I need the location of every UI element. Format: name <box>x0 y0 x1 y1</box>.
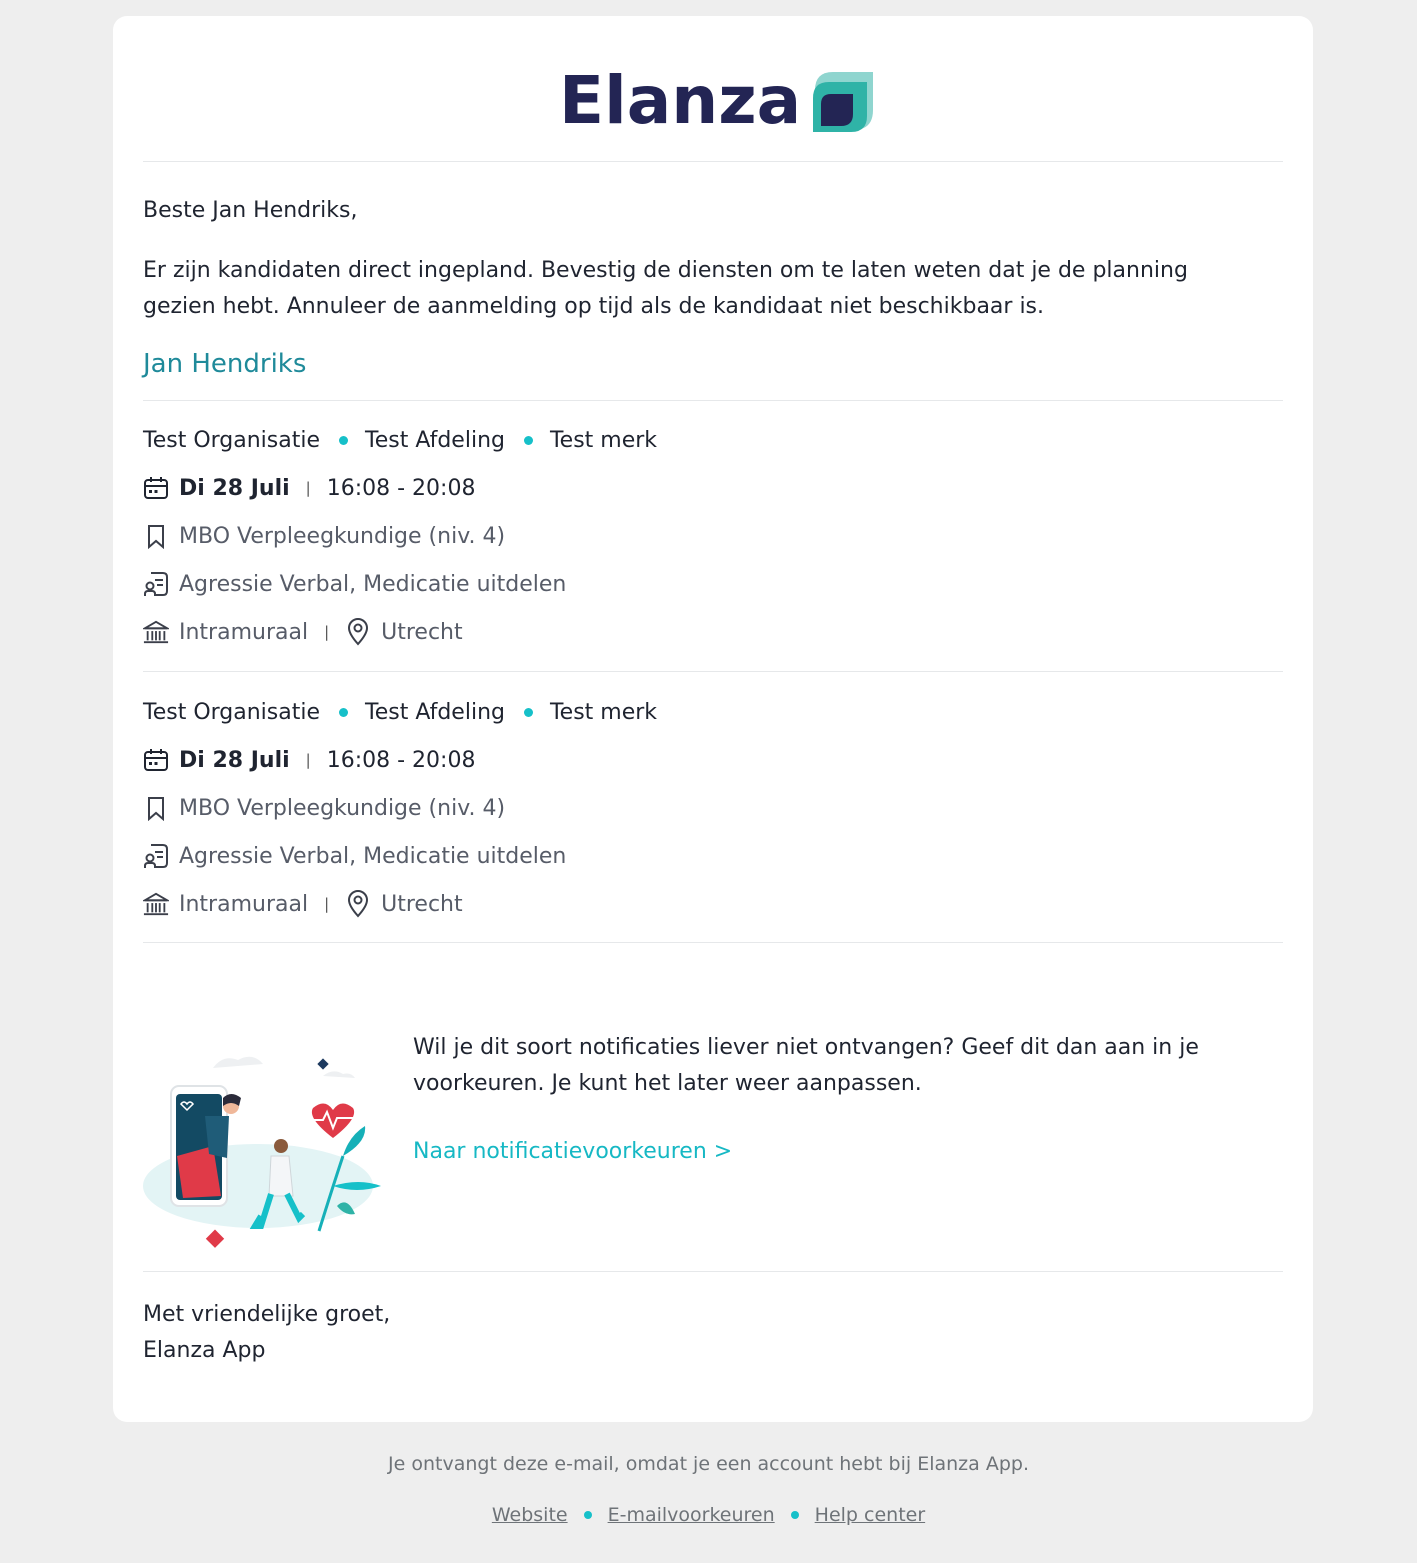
notification-preferences-link[interactable]: Naar notificatievoorkeuren > <box>413 1139 733 1164</box>
separator-dot <box>524 436 533 445</box>
pipe-divider: | <box>305 479 311 497</box>
shift-org-row <box>143 695 657 729</box>
brand-name: Test merk <box>549 427 658 453</box>
organisation-name: Test Organisatie <box>143 699 321 725</box>
skills-icon <box>143 843 169 869</box>
calendar-icon <box>143 475 169 501</box>
shift-card <box>143 423 1283 673</box>
shift-role-row <box>143 791 505 825</box>
separator-dot <box>791 1511 799 1519</box>
skills-icon <box>143 571 169 597</box>
bookmark-icon <box>143 523 169 549</box>
shift-divider <box>143 671 1283 672</box>
shift-role-row <box>143 519 505 553</box>
shift-time: 16:08 - 20:08 <box>326 475 476 501</box>
separator-dot <box>584 1511 592 1519</box>
separator-dot <box>524 708 533 717</box>
footer-link-help-center[interactable]: Help center <box>814 1504 926 1526</box>
closing-greeting: Met vriendelijke groet, <box>143 1302 391 1327</box>
shift-org-row <box>143 423 657 457</box>
footer-link-email-preferences[interactable]: E-mailvoorkeuren <box>607 1504 775 1526</box>
department-name: Test Afdeling <box>365 427 505 453</box>
intro-text: Er zijn kandidaten direct ingepland. Bevestig de diensten om te laten weten dat je de planning gezien hebt. Annuleer de aanmelding op tijd als de kandidaat niet beschikbaar is. <box>143 258 1188 319</box>
shift-location-row <box>143 615 463 649</box>
shift-setting: Intramuraal <box>179 891 309 917</box>
shift-time: 16:08 - 20:08 <box>326 747 476 773</box>
shift-date: Di 28 Juli <box>179 747 290 773</box>
candidate-divider <box>143 400 1283 401</box>
shift-skills: Agressie Verbal, Medicatie uitdelen <box>179 843 567 869</box>
notification-illustration <box>143 1046 385 1251</box>
shift-location-row <box>143 887 463 921</box>
candidate-name: Jan Hendriks <box>143 349 307 379</box>
greeting: Beste Jan Hendriks, <box>143 198 358 223</box>
shift-skills: Agressie Verbal, Medicatie uitdelen <box>179 571 567 597</box>
building-icon <box>143 891 169 917</box>
shift-location: Utrecht <box>381 619 463 645</box>
pipe-divider: | <box>324 623 330 641</box>
header-divider <box>143 161 1283 162</box>
location-pin-icon <box>345 619 371 645</box>
pipe-divider: | <box>305 751 311 769</box>
footer-note: Je ontvangt deze e-mail, omdat je een account hebt bij Elanza App. <box>388 1453 1029 1475</box>
organisation-name: Test Organisatie <box>143 427 321 453</box>
shift-skills-row <box>143 839 566 873</box>
notification-preferences-text: Wil je dit soort notificaties liever niet ontvangen? Geef dit dan aan in je voorkeuren. Je kunt het later weer aanpassen. <box>413 1035 1199 1096</box>
shift-divider <box>143 942 1283 943</box>
logo-wordmark: Elanza <box>559 62 802 139</box>
shift-setting: Intramuraal <box>179 619 309 645</box>
email-card <box>113 16 1313 1422</box>
shift-datetime-row <box>143 471 475 505</box>
closing-divider <box>143 1271 1283 1272</box>
shift-role: MBO Verpleegkundige (niv. 4) <box>179 523 506 549</box>
shift-card <box>143 695 1283 945</box>
separator-dot <box>339 708 348 717</box>
logo-leaf-icon <box>811 68 875 134</box>
footer-link-website[interactable]: Website <box>491 1504 568 1526</box>
bookmark-icon <box>143 795 169 821</box>
footer-links <box>0 1504 1417 1526</box>
brand-name: Test merk <box>549 699 658 725</box>
pipe-divider: | <box>324 895 330 913</box>
building-icon <box>143 619 169 645</box>
closing-signature <box>143 1297 390 1369</box>
shift-skills-row <box>143 567 566 601</box>
shift-role: MBO Verpleegkundige (niv. 4) <box>179 795 506 821</box>
calendar-icon <box>143 747 169 773</box>
shift-location: Utrecht <box>381 891 463 917</box>
shift-datetime-row <box>143 743 475 777</box>
location-pin-icon <box>345 891 371 917</box>
separator-dot <box>339 436 348 445</box>
shift-date: Di 28 Juli <box>179 475 290 501</box>
closing-sender: Elanza App <box>143 1338 266 1363</box>
department-name: Test Afdeling <box>365 699 505 725</box>
elanza-logo <box>559 56 875 146</box>
